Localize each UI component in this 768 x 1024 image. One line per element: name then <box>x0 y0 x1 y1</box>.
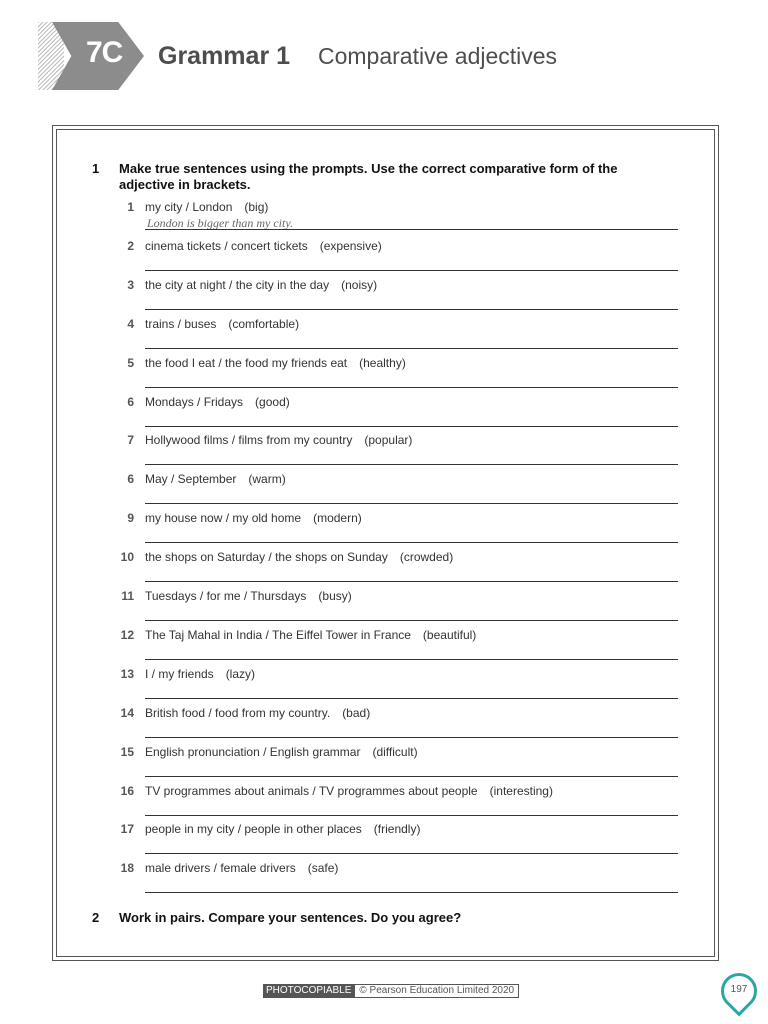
item-adjective: (crowded) <box>399 550 454 565</box>
item-number: 13 <box>120 666 134 681</box>
answer-line[interactable] <box>145 503 678 504</box>
exercise-item <box>0 433 768 472</box>
item-prompt-text: May / September <box>145 472 237 487</box>
item-prompt-text: the city at night / the city in the day <box>145 277 330 292</box>
item-number: 16 <box>120 783 134 798</box>
exercise-2-number: 2 <box>92 910 100 925</box>
exercise-item <box>0 589 768 628</box>
item-number: 10 <box>120 550 134 565</box>
answer-line[interactable] <box>145 737 678 738</box>
item-prompt-text: British food / food from my country. <box>145 705 331 720</box>
item-adjective: (good) <box>255 394 290 409</box>
item-prompt <box>145 317 299 331</box>
item-number: 11 <box>121 589 134 603</box>
answer-line[interactable] <box>145 659 678 660</box>
item-prompt <box>145 433 412 447</box>
item-number: 15 <box>120 744 134 759</box>
item-number: 6 <box>127 472 134 487</box>
item-prompt-text: TV programmes about animals / TV programmes about people <box>145 783 478 798</box>
copyright-notice: © Pearson Education Limited 2020 <box>354 984 519 998</box>
item-prompt <box>145 239 382 253</box>
item-prompt <box>145 278 377 292</box>
item-number: 18 <box>120 861 134 876</box>
footer <box>263 984 519 998</box>
item-adjective: (expensive) <box>319 238 382 253</box>
item-prompt <box>145 706 370 720</box>
item-prompt-text: the shops on Saturday / the shops on Sunday <box>145 550 388 565</box>
item-prompt <box>145 667 255 681</box>
answer-line[interactable] <box>145 815 678 816</box>
exercise-item <box>0 745 768 784</box>
item-number: 12 <box>120 627 134 642</box>
answer-line[interactable] <box>145 853 678 854</box>
exercise-item <box>0 784 768 823</box>
answer-line[interactable] <box>145 620 678 621</box>
item-number: 5 <box>127 355 134 370</box>
answer-line[interactable] <box>145 581 678 582</box>
answer-line[interactable] <box>145 348 678 349</box>
exercise-item <box>0 550 768 589</box>
exercise-item <box>0 861 768 900</box>
item-prompt-text: English pronunciation / English grammar <box>145 744 361 759</box>
item-adjective: (noisy) <box>341 277 378 292</box>
answer-line[interactable] <box>145 542 678 543</box>
item-prompt <box>145 589 352 603</box>
item-prompt-text: male drivers / female drivers <box>145 861 296 876</box>
item-prompt-text: cinema tickets / concert tickets <box>145 238 308 253</box>
item-prompt <box>145 200 268 214</box>
item-adjective: (big) <box>244 200 269 214</box>
item-number: 17 <box>120 822 134 837</box>
item-prompt-text: The Taj Mahal in India / The Eiffel Tower in France <box>145 627 411 642</box>
item-prompt <box>145 511 362 525</box>
item-number: 6 <box>127 394 134 409</box>
item-prompt-text: trains / buses <box>145 316 217 331</box>
item-prompt <box>145 822 420 836</box>
item-prompt-text: my city / London <box>145 200 233 214</box>
item-adjective: (warm) <box>248 472 286 487</box>
exercise-item <box>0 356 768 395</box>
item-number: 3 <box>127 277 134 292</box>
item-prompt <box>145 472 286 486</box>
exercise-item <box>0 395 768 434</box>
item-adjective: (difficult) <box>372 744 418 759</box>
exercise-item <box>0 511 768 550</box>
answer-line[interactable] <box>145 309 678 310</box>
answer-line[interactable] <box>145 387 678 388</box>
exercise-item <box>0 278 768 317</box>
exercise-item <box>0 822 768 861</box>
item-example-answer: London is bigger than my city. <box>147 216 293 230</box>
item-prompt-text: the food I eat / the food my friends eat <box>145 355 348 370</box>
item-adjective: (modern) <box>313 511 362 526</box>
exercise-1-instruction: Make true sentences using the prompts. Use the correct comparative form of the adjective in brackets. <box>119 161 618 192</box>
answer-line[interactable] <box>145 892 678 893</box>
answer-line[interactable] <box>145 426 678 427</box>
unit-badge-label: 7C <box>86 36 123 69</box>
item-prompt-text: Tuesdays / for me / Thursdays <box>145 589 307 603</box>
item-number: 14 <box>120 705 134 720</box>
item-prompt <box>145 861 338 875</box>
answer-line[interactable] <box>145 776 678 777</box>
item-prompt-text: my house now / my old home <box>145 511 302 526</box>
page-number: 197 <box>730 984 748 995</box>
exercise-2-instruction: Work in pairs. Compare your sentences. Do you agree? <box>119 910 462 925</box>
item-adjective: (safe) <box>307 861 339 876</box>
item-number: 1 <box>127 200 134 214</box>
item-prompt-text: Hollywood films / films from my country <box>145 433 353 448</box>
item-prompt <box>145 745 418 759</box>
exercise-item <box>0 239 768 278</box>
item-prompt <box>145 356 406 370</box>
item-number: 7 <box>127 433 134 448</box>
exercise-1-number: 1 <box>92 161 100 176</box>
item-prompt <box>145 395 290 409</box>
item-adjective: (comfortable) <box>228 316 300 331</box>
section-subtitle: Comparative adjectives <box>318 43 558 69</box>
item-adjective: (bad) <box>342 705 371 720</box>
item-adjective: (friendly) <box>373 822 421 837</box>
item-prompt-text: people in my city / people in other places <box>145 822 362 837</box>
item-adjective: (beautiful) <box>422 627 477 642</box>
exercise-item <box>0 200 768 239</box>
exercise-item <box>0 472 768 511</box>
exercise-item <box>0 667 768 706</box>
item-prompt-text: I / my friends <box>145 666 214 681</box>
item-adjective: (lazy) <box>225 666 256 681</box>
item-number: 2 <box>127 238 134 253</box>
answer-line[interactable] <box>145 464 678 465</box>
item-prompt <box>145 628 476 642</box>
item-adjective: (busy) <box>318 589 352 603</box>
exercise-item <box>0 706 768 745</box>
answer-line[interactable] <box>145 270 678 271</box>
item-number: 4 <box>127 316 134 331</box>
photocopiable-tag: PHOTOCOPIABLE <box>263 984 354 998</box>
exercise-item <box>0 317 768 356</box>
section-title: Grammar 1 <box>158 42 291 70</box>
answer-line[interactable] <box>145 698 678 699</box>
item-prompt <box>145 550 453 564</box>
item-number: 9 <box>127 511 134 526</box>
item-prompt <box>145 784 553 798</box>
item-adjective: (popular) <box>364 433 413 448</box>
item-adjective: (interesting) <box>489 783 553 798</box>
exercise-item <box>0 628 768 667</box>
answer-line[interactable] <box>145 229 678 230</box>
item-adjective: (healthy) <box>359 355 406 370</box>
item-prompt-text: Mondays / Fridays <box>145 394 244 409</box>
